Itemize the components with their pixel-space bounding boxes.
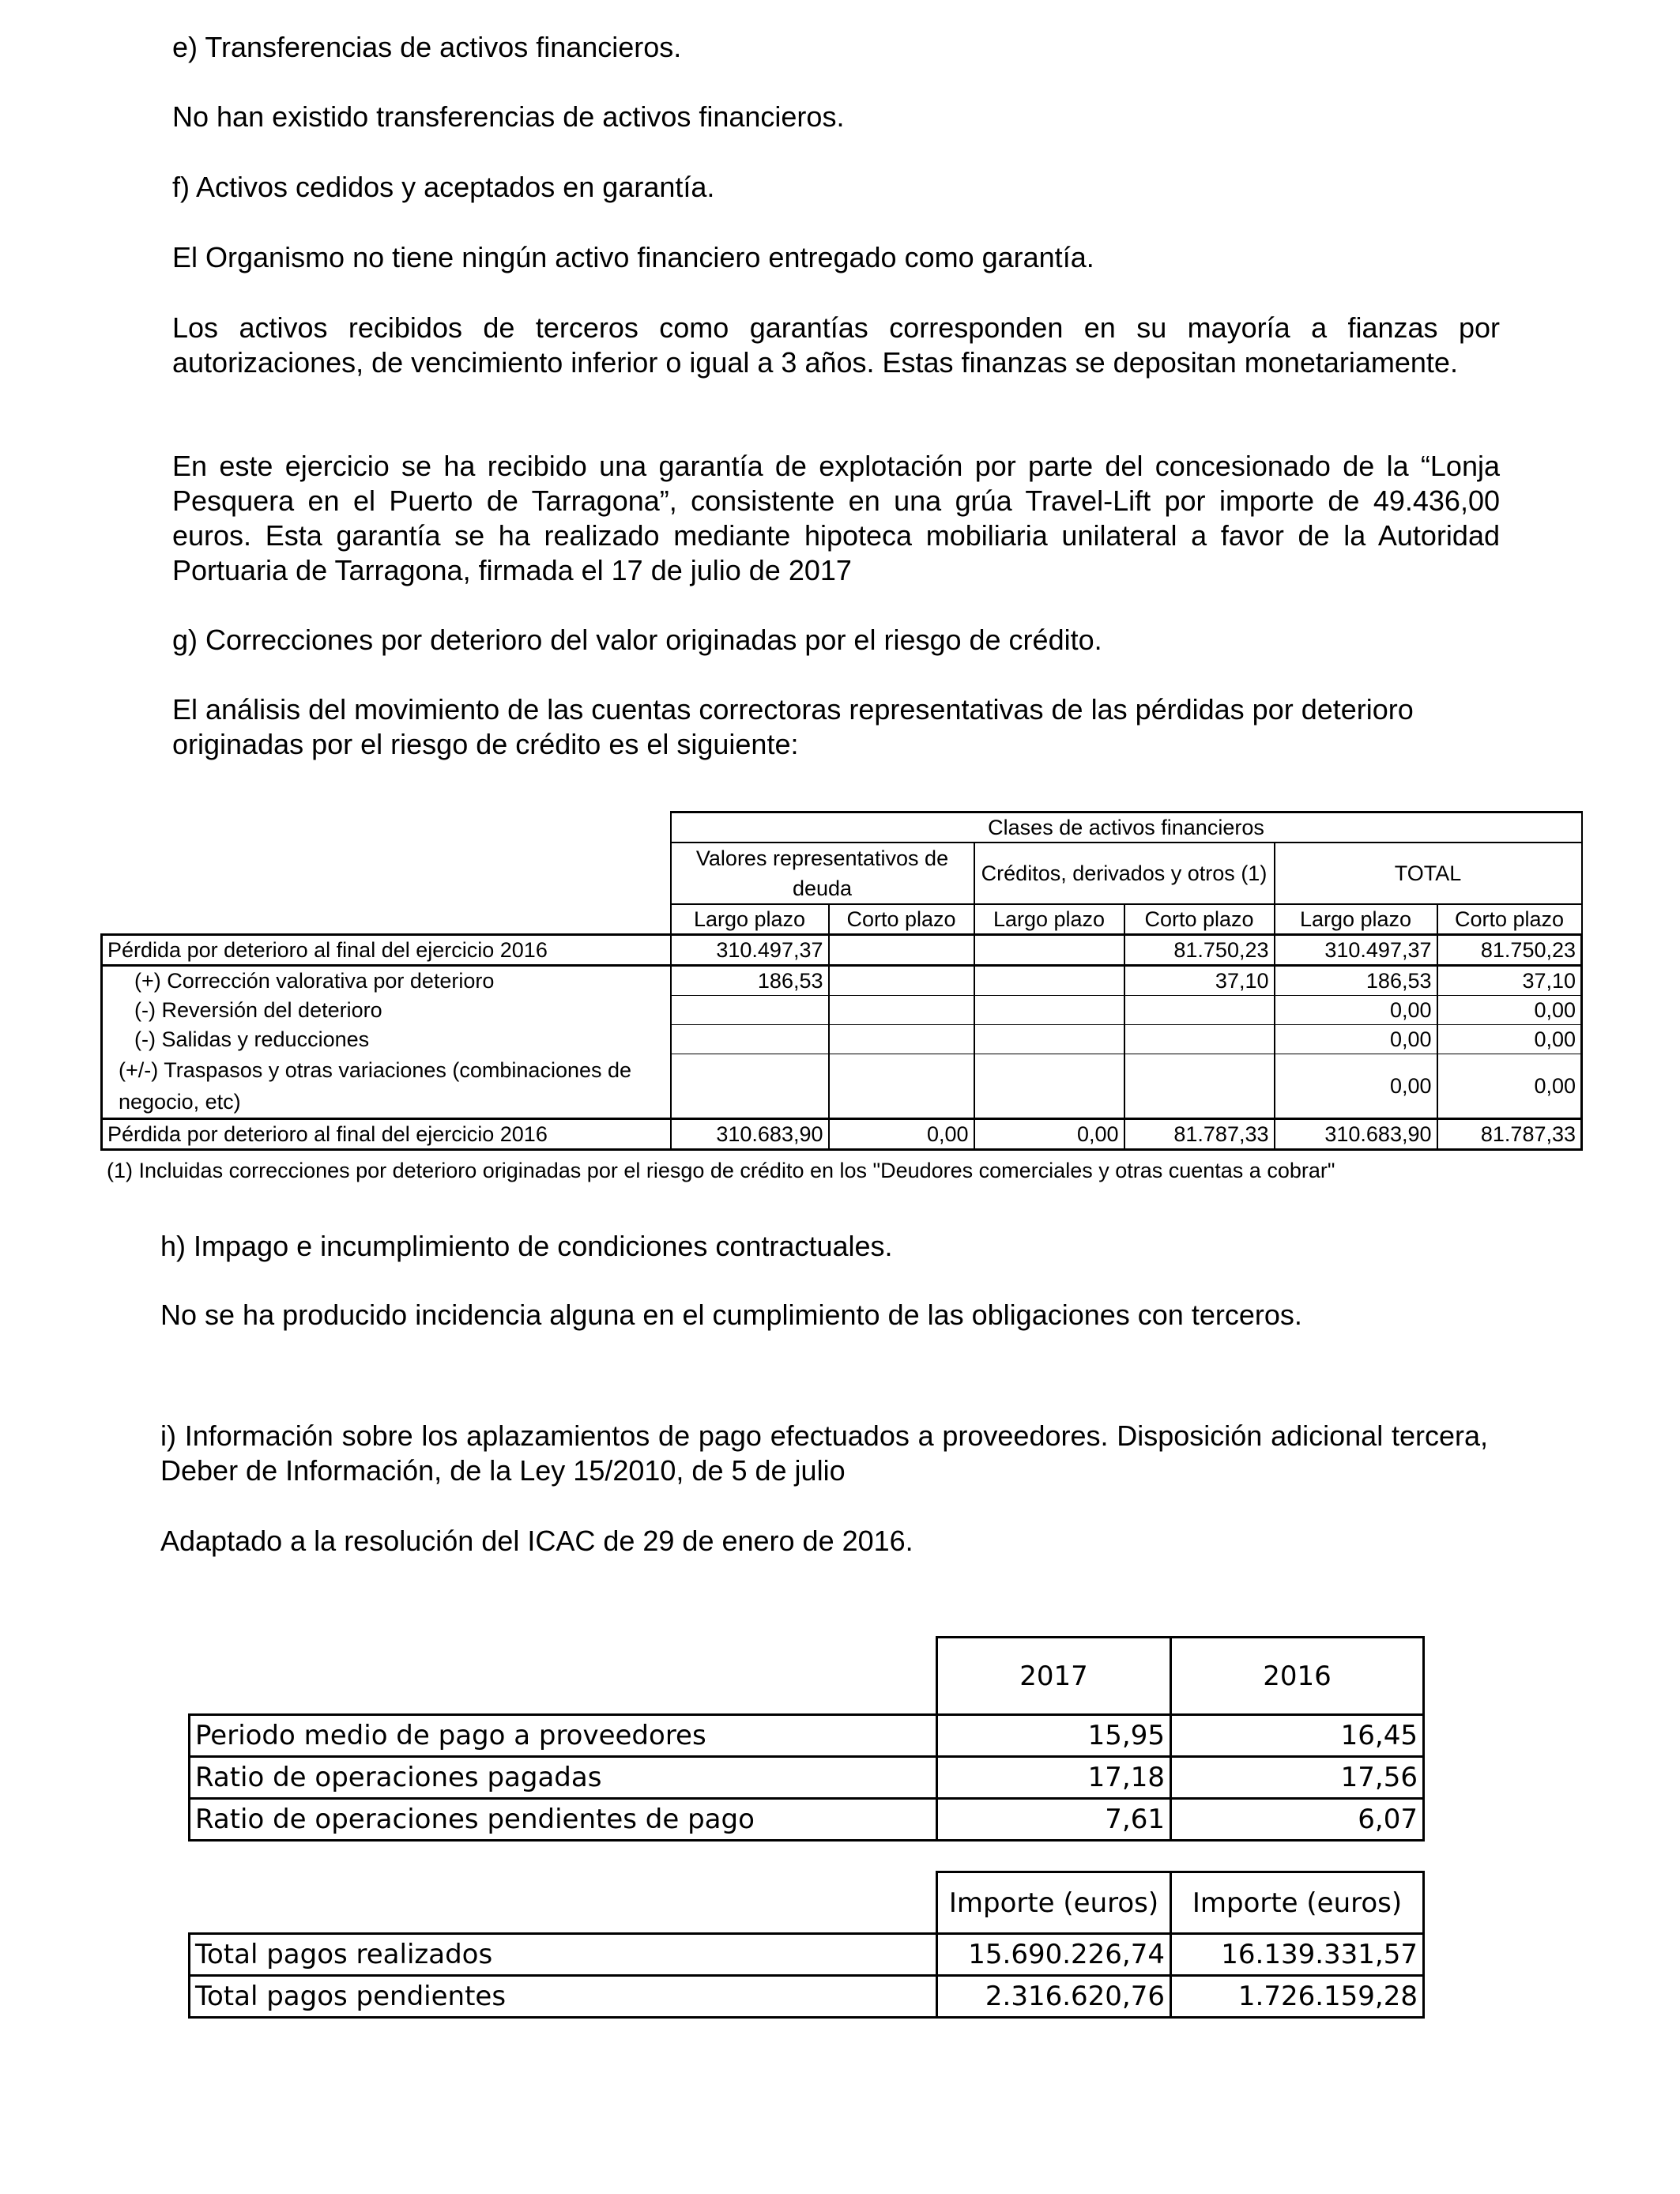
table-row [190,1799,1424,1841]
row-label: (+) Corrección valorativa por deterioro [102,966,671,996]
table-cell: 81.787,33 [1437,1118,1582,1149]
subheader-largo: Largo plazo [1275,904,1437,935]
table-cell: 0,00 [1275,1025,1437,1054]
table-row [190,1715,1424,1757]
subheader-largo: Largo plazo [671,904,829,935]
table-cell: 310.497,37 [671,935,829,966]
table-cell: 37,10 [1124,966,1275,996]
table-row [102,966,1582,996]
table-cell: 186,53 [1275,966,1437,996]
table-cell [829,1025,974,1054]
table-cell: 310.497,37 [1275,935,1437,966]
table-cell [671,996,829,1025]
table-cell [974,1025,1124,1054]
table-cell: 186,53 [671,966,829,996]
table-cell: 310.683,90 [671,1118,829,1149]
table-row [190,1976,1424,2018]
table-cell [974,996,1124,1025]
table-cell [974,1054,1124,1119]
row-label: Pérdida por deterioro al final del ejercicio 2016 [102,1118,671,1149]
table-cell: 7,61 [937,1799,1171,1841]
total-pagos-table [188,1871,1425,2019]
subheader-corto: Corto plazo [1124,904,1275,935]
table-cell: 310.683,90 [1275,1118,1437,1149]
table-cell: 0,00 [1437,1054,1582,1119]
table-cell: 81.750,23 [1124,935,1275,966]
header-clases: Clases de activos financieros [671,812,1582,843]
table-cell [829,966,974,996]
table-cell [1124,1025,1275,1054]
subheader-largo: Largo plazo [974,904,1124,935]
header-creditos: Créditos, derivados y otros (1) [974,843,1275,904]
table-cell: 0,00 [829,1118,974,1149]
table-cell: 17,56 [1171,1757,1424,1799]
paragraph-organismo: El Organismo no tiene ningún activo financiero entregado como garantía. [172,241,1094,273]
year-header: 2016 [1171,1638,1424,1715]
year-header: 2017 [937,1638,1171,1715]
table-row [190,1934,1424,1976]
table-row [102,1025,1582,1054]
section-heading-i: i) Información sobre los aplazamientos de pago efectuados a proveedores. Disposición adicional tercera, Deber de Información, de la Ley 15/2010, de 5 de julio [160,1419,1488,1487]
table-cell: 81.750,23 [1437,935,1582,966]
table-footnote: (1) Incluidas correcciones por deterioro originadas por el riesgo de crédito en los "Deudores comerciales y otras cuentas a cobrar" [107,1159,1335,1182]
table-cell: 37,10 [1437,966,1582,996]
table-cell: 17,18 [937,1757,1171,1799]
table-cell: 0,00 [1275,1054,1437,1119]
table-cell: 15.690.226,74 [937,1934,1171,1976]
deterioro-table [100,811,1583,1151]
paragraph-incidencia: No se ha producido incidencia alguna en el cumplimiento de las obligaciones con terceros. [160,1299,1302,1331]
table-cell: 81.787,33 [1124,1118,1275,1149]
table-cell [829,1054,974,1119]
table-row [102,935,1582,966]
section-heading-g: g) Correcciones por deterioro del valor originadas por el riesgo de crédito. [172,624,1102,656]
subheader-corto: Corto plazo [1437,904,1582,935]
periodo-medio-table [188,1636,1425,1842]
table-cell: 16,45 [1171,1715,1424,1757]
table-cell [974,935,1124,966]
header-valores: Valores representativos de deuda [671,843,974,904]
section-heading-e: e) Transferencias de activos financieros. [172,31,682,63]
table-row [190,1757,1424,1799]
row-label: (-) Reversión del deterioro [102,996,671,1025]
paragraph-icac: Adaptado a la resolución del ICAC de 29 de enero de 2016. [160,1525,913,1557]
row-label: Ratio de operaciones pendientes de pago [190,1799,937,1841]
table-cell [1124,1054,1275,1119]
row-label: Total pagos realizados [190,1934,937,1976]
subheader-corto: Corto plazo [829,904,974,935]
importe-header: Importe (euros) [937,1872,1171,1934]
row-label: (-) Salidas y reducciones [102,1025,671,1054]
table-cell: 16.139.331,57 [1171,1934,1424,1976]
section-heading-h: h) Impago e incumplimiento de condiciones contractuales. [160,1230,893,1262]
table-cell [671,1054,829,1119]
row-label: Total pagos pendientes [190,1976,937,2018]
importe-header: Importe (euros) [1171,1872,1424,1934]
table-cell: 0,00 [1275,996,1437,1025]
table-cell: 6,07 [1171,1799,1424,1841]
row-label: Periodo medio de pago a proveedores [190,1715,937,1757]
table-cell: 15,95 [937,1715,1171,1757]
row-label: Pérdida por deterioro al final del ejercicio 2016 [102,935,671,966]
paragraph-analisis: El análisis del movimiento de las cuentas correctoras representativas de las pérdidas por deterioro originadas por el riesgo de crédito es el siguiente: [172,693,1414,760]
table-row [102,1054,1582,1119]
table-cell: 0,00 [974,1118,1124,1149]
table-row [102,1118,1582,1149]
table-cell [829,996,974,1025]
table-cell: 2.316.620,76 [937,1976,1171,2018]
table-cell [974,966,1124,996]
table-cell: 0,00 [1437,996,1582,1025]
table-row [102,996,1582,1025]
paragraph-garantia-explotacion: En este ejercicio se ha recibido una garantía de explotación por parte del concesionado de la “Lonja Pesquera en el Puerto de Tarragona”, consistente en una grúa Travel-Lift por importe de 49.436,00 euros. Esta garantía se ha realizado mediante hipoteca mobiliaria unilateral a favor de la Autoridad Portuaria de Tarragona, firmada el 17 de julio de 2017 [172,450,1500,586]
row-label: (+/-) Traspasos y otras variaciones (combinaciones de negocio, etc) [102,1054,671,1119]
paragraph-no-transferencias: No han existido transferencias de activos financieros. [172,100,845,133]
table-cell: 1.726.159,28 [1171,1976,1424,2018]
table-cell [1124,996,1275,1025]
row-label: Ratio de operaciones pagadas [190,1757,937,1799]
paragraph-activos-recibidos: Los activos recibidos de terceros como garantías corresponden en su mayoría a fianzas por autorizaciones, de vencimiento inferior o igual a 3 años. Estas finanzas se depositan monetariamente. [172,311,1500,379]
table-cell: 0,00 [1437,1025,1582,1054]
section-heading-f: f) Activos cedidos y aceptados en garantía. [172,171,715,203]
header-total: TOTAL [1275,843,1582,904]
table-cell [829,935,974,966]
table-cell [671,1025,829,1054]
